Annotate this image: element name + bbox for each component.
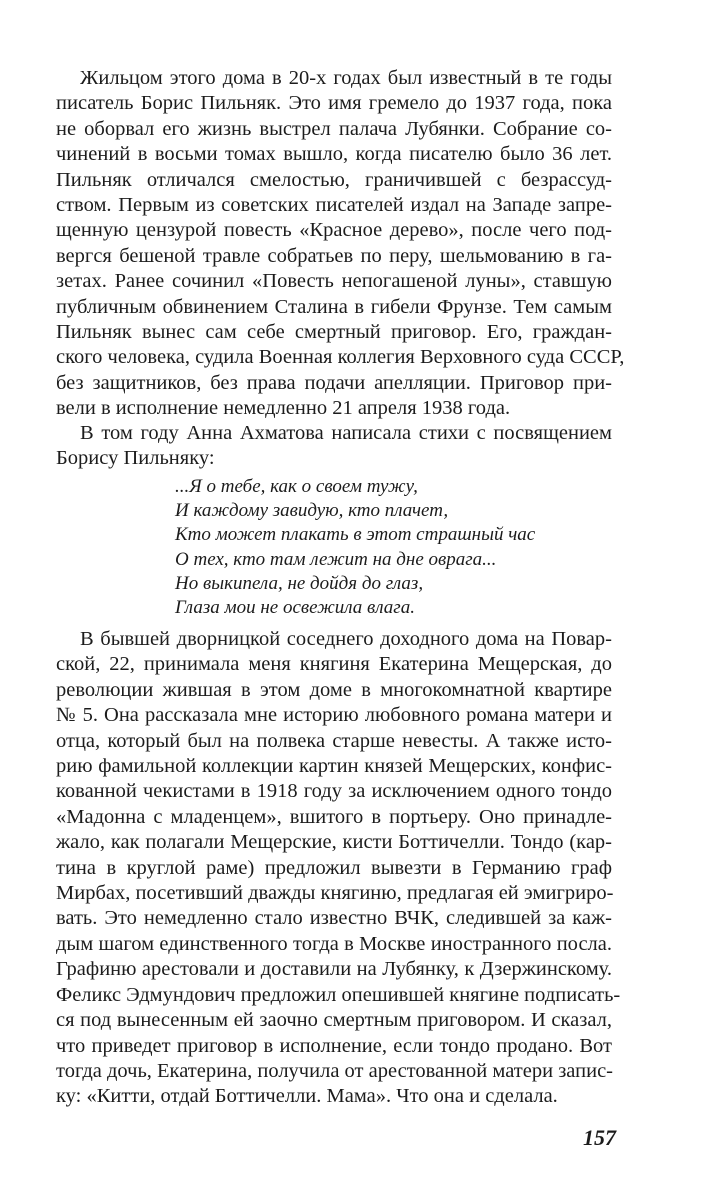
paragraph-akhmatova-intro (56, 421, 612, 472)
text-line: ством. Первым из советских писателей издал на Западе запре- (56, 194, 612, 217)
text-line: Мирбах, посетивший дважды княгиню, предлагая ей эмигриро- (56, 882, 614, 905)
text-line: кованной чекистами в 1918 году за исключением одного тондо (56, 780, 612, 803)
paragraph-meshcherskaya (56, 627, 621, 1110)
poem-line: Кто может плакать в этот страшный час (175, 524, 536, 546)
text-line: ского человека, судила Военная коллегия Верховного суда СССР, (56, 346, 625, 369)
text-line: не оборвал его жизнь выстрел палача Лубянки. Собрание со- (56, 117, 612, 140)
text-line: чинений в восьми томах вышло, когда писателю было 36 лет. (56, 143, 612, 166)
poem-line: И каждому завидую, кто плачет, (175, 500, 449, 522)
text-line: дым шагом единственного тогда в Москве иностранного посла. (56, 932, 612, 955)
page-number: 157 (583, 1125, 616, 1150)
text-line: В бывшей дворницкой соседнего доходного дома на Повар- (80, 628, 612, 650)
text-line: что приведет приговор в исполнение, если тондо продано. Вот (56, 1034, 612, 1057)
text-line: жало, как полагали Мещерские, кисти Боттичелли. Тондо (кар- (56, 831, 612, 854)
paragraph-pilnyak (56, 66, 625, 422)
text-line: Жильцом этого дома в 20-х годах был известный в те годы (80, 67, 612, 89)
text-line: тина в круглой раме) предложил вывезти в Германию граф (56, 856, 612, 879)
text-line: Графиню арестовали и доставили на Лубянку, к Дзержинскому. (56, 958, 612, 981)
poem-quote (175, 475, 595, 620)
text-line: ку: «Китти, отдай Боттичелли. Мама». Что она и сделала. (56, 1085, 558, 1108)
text-line: революции жившая в этом доме в многокомнатной квартире (56, 678, 612, 701)
text-line: без защитников, без права подачи апелляции. Приговор при- (56, 371, 612, 394)
text-line: щенную цензурой повесть «Красное дерево», после чего под- (56, 219, 612, 242)
text-line: отца, который был на полвека старше невесты. А также исто- (56, 729, 612, 752)
text-line: Борису Пильняку: (56, 447, 215, 470)
text-line: Феликс Эдмундович предложил опешившей княгине подписать- (56, 983, 621, 1006)
text-line: публичным обвинением Сталина в гибели Фрунзе. Тем самым (56, 295, 612, 318)
text-line: вергся бешеной травле собратьев по перу, шельмованию в га- (56, 244, 612, 267)
text-line: писатель Борис Пильняк. Это имя гремело до 1937 года, пока (56, 92, 612, 115)
poem-line: ...Я о тебе, как о своем тужу, (175, 476, 418, 497)
poem-line: Глаза мои не освежила влага. (175, 597, 415, 619)
text-line: Пильняк отличался смелостью, граничившей с безрассуд- (56, 168, 612, 191)
poem-line: О тех, кто там лежит на дне оврага... (175, 548, 497, 570)
text-line: рию фамильной коллекции картин князей Мещерских, конфис- (56, 755, 612, 778)
text-line: «Мадонна с младенцем», вшитого в портьеру. Оно принадле- (56, 805, 612, 828)
text-line: ся под вынесенным ей заочно смертным приговором. И сказал, (56, 1009, 612, 1032)
text-line: Пильняк вынес сам себе смертный приговор. Его, граждан- (56, 321, 612, 344)
text-line: вать. Это немедленно стало известно ВЧК, следившей за каж- (56, 907, 612, 930)
text-line: № 5. Она рассказала мне историю любовного романа матери и (56, 704, 612, 727)
text-line: В том году Анна Ахматова написала стихи с посвящением (80, 422, 612, 444)
text-line: зетах. Ранее сочинил «Повесть непогашеной луны», ставшую (56, 270, 612, 293)
text-line: тогда дочь, Екатерина, получила от арестованной матери запис- (56, 1059, 613, 1082)
text-line: ской, 22, принимала меня княгиня Екатерина Мещерская, до (56, 653, 612, 676)
text-line: вели в исполнение немедленно 21 апреля 1938 года. (56, 397, 511, 420)
poem-line: Но выкипела, не дойдя до глаз, (175, 572, 424, 594)
